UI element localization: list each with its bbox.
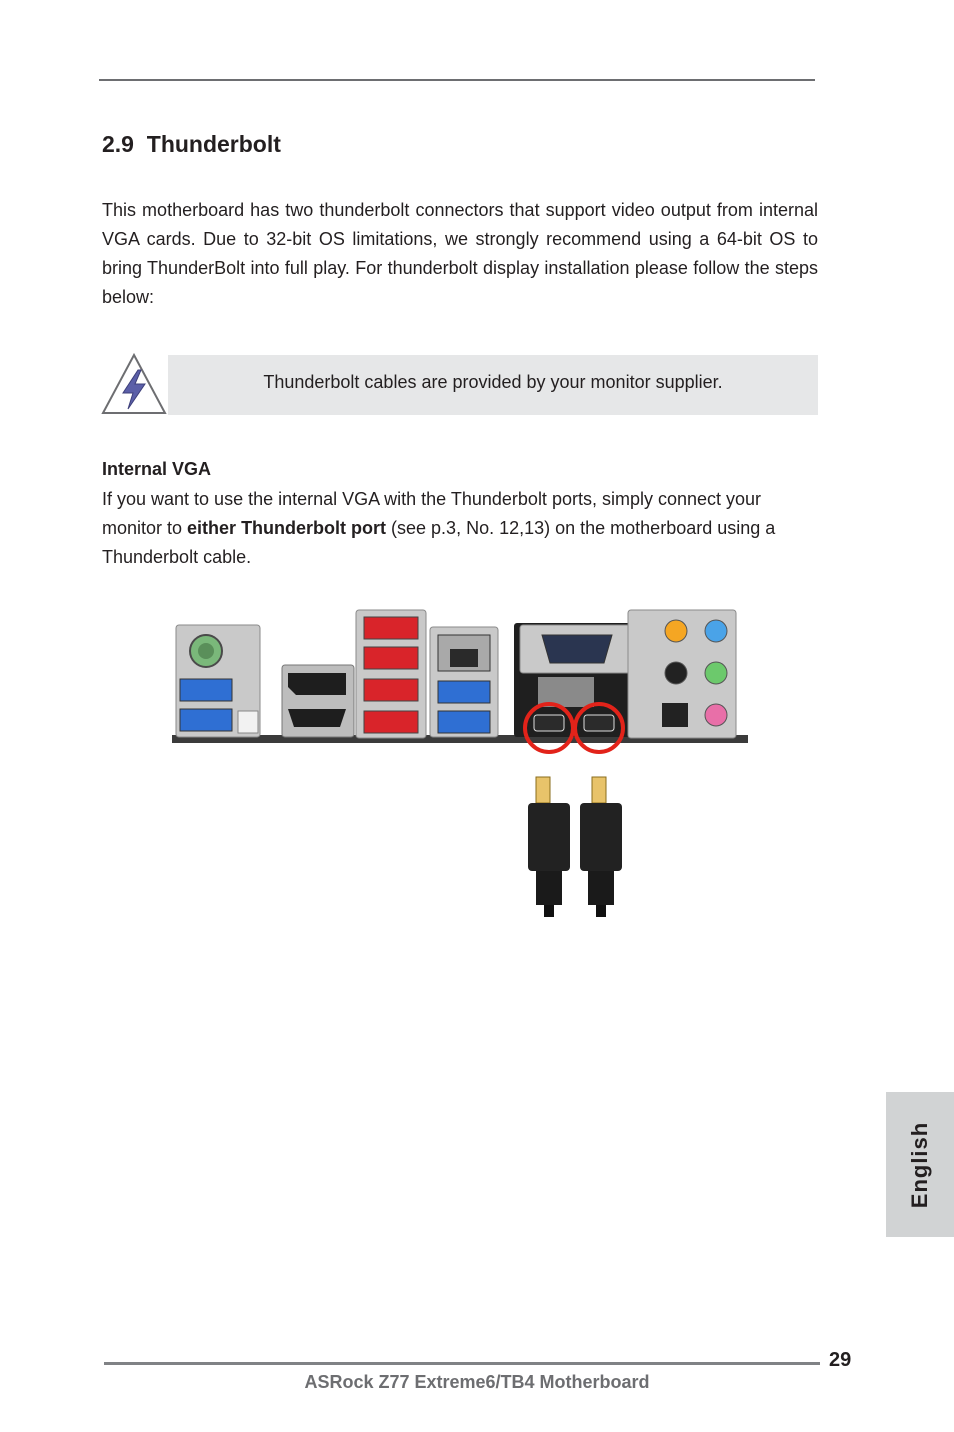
section-title: Thunderbolt (146, 131, 281, 157)
caution-icon (100, 352, 168, 416)
internal-vga-bold-text: either Thunderbolt port (187, 518, 387, 538)
bottom-rule (104, 1362, 820, 1365)
esata-usb-stack (356, 610, 426, 738)
optical-spdif-port (662, 703, 688, 727)
clear-cmos-button (238, 711, 258, 733)
audio-stack (628, 610, 736, 738)
firewire-port (364, 679, 418, 701)
note-text: Thunderbolt cables are provided by your monitor supplier. (263, 372, 723, 392)
esata-port-3 (364, 711, 418, 733)
ps2-usb-stack (176, 625, 260, 737)
audio-jack-black (665, 662, 687, 684)
internal-vga-paragraph (102, 485, 818, 572)
usb3-port-3 (438, 681, 490, 703)
thunderbolt-port-2 (584, 715, 614, 731)
audio-jack-orange (665, 620, 687, 642)
esata-port-1 (364, 617, 418, 639)
display-hdmi-stack (282, 665, 354, 737)
note-box (168, 355, 818, 415)
usb3-port-4 (438, 711, 490, 733)
language-tab (886, 1092, 954, 1237)
page-number: 29 (829, 1349, 852, 1371)
hdmi-port (288, 709, 346, 727)
displayport-port (288, 673, 346, 695)
language-tab-label: English (907, 1121, 932, 1208)
usb3-port-2 (180, 709, 232, 731)
top-rule (99, 79, 815, 81)
audio-jack-pink (705, 704, 727, 726)
intro-paragraph: This motherboard has two thunderbolt connectors that support video output from internal VGA cards. Due to 32-bit OS limitations, we strongly recommend using a 64-bit OS to bring ThunderBolt into full play. For thunderbolt display installation please follow the steps below: (102, 200, 818, 307)
audio-jack-green (705, 662, 727, 684)
section-number: 2.9 (102, 131, 134, 157)
thunderbolt-cable-2 (580, 777, 622, 917)
section-heading (102, 131, 281, 158)
footer-title: ASRock Z77 Extreme6/TB4 Motherboard (304, 1372, 650, 1392)
vga-port (542, 635, 612, 663)
internal-vga-heading: Internal VGA (102, 459, 212, 479)
usb3-port-1 (180, 679, 232, 701)
thunderbolt-port-1 (534, 715, 564, 731)
internal-vga-text-start: If you want to use the internal VGA with the Thunderbolt ports, simply connect your monitor to (102, 489, 762, 538)
thunderbolt-cable-1 (528, 777, 570, 917)
audio-jack-blue (705, 620, 727, 642)
io-panel-illustration (170, 605, 750, 925)
lan-usb-stack (430, 627, 498, 737)
internal-vga-text-end: (see p.3, No. 12,13) on the motherboard using a Thunderbolt cable. (102, 518, 776, 567)
esata-port-2 (364, 647, 418, 669)
